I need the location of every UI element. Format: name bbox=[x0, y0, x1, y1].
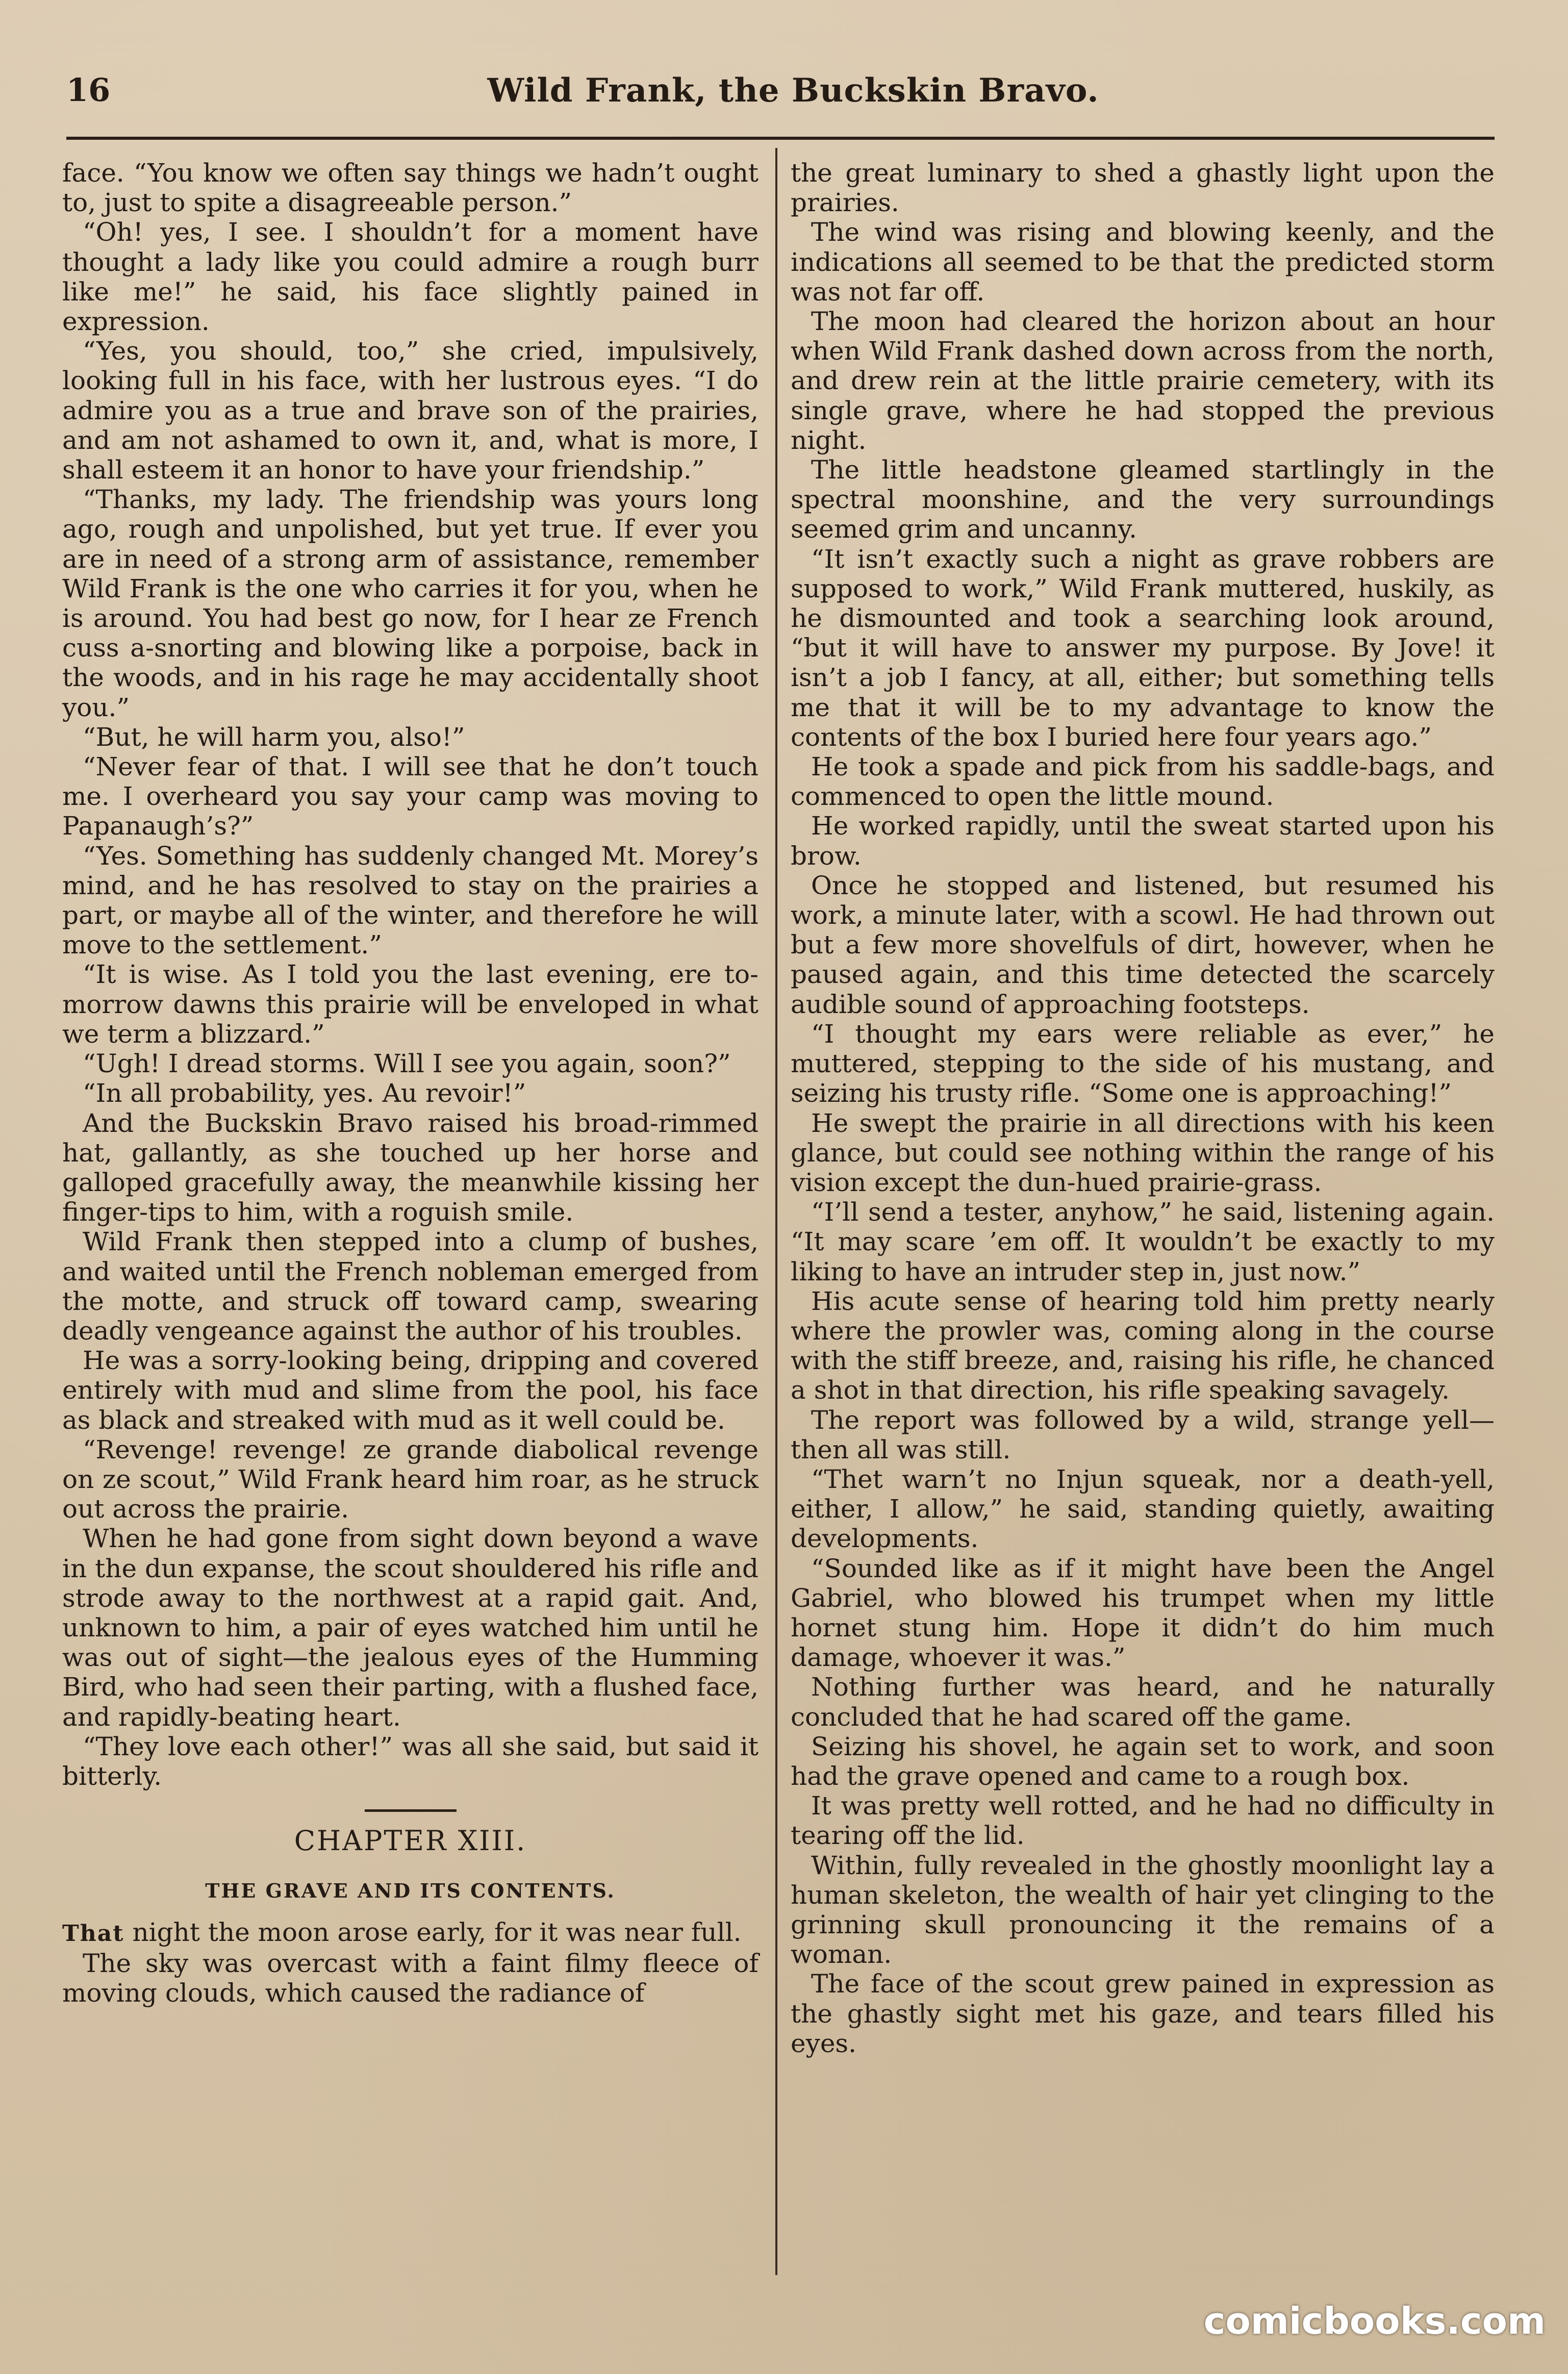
left-column bbox=[62, 158, 758, 2008]
paragraph: It was pretty well rotted, and he had no difficulty in tearing off the lid. bbox=[791, 1791, 1495, 1851]
paragraph: “It is wise. As I told you the last evening, ere to-morrow dawns this prairie will be enveloped in what we term a blizzard.” bbox=[62, 959, 758, 1049]
paragraph: “I’ll send a tester, anyhow,” he said, listening again. “It may scare ’em off. It wouldn’t be exactly to my liking to have an intruder step in, just now.” bbox=[791, 1197, 1495, 1286]
chapter-first-word: That bbox=[62, 1920, 124, 1947]
paragraph: When he had gone from sight down beyond a wave in the dun expanse, the scout shouldered his rifle and strode away to the northwest at a rapid gait. And, unknown to him, a pair of eyes watched him until he was out of sight—the jealous eyes of the Humming Bird, who had seen their parting, with a flushed face, and rapidly-beating heart. bbox=[62, 1524, 758, 1732]
chapter-subtitle: THE GRAVE AND ITS CONTENTS. bbox=[205, 1879, 616, 1903]
paragraph: He swept the prairie in all directions with his keen glance, but could see nothing within the range of his vision except the dun-hued prairie-grass. bbox=[791, 1108, 1495, 1197]
paragraph: “Yes, you should, too,” she cried, impulsively, looking full in his face, with her lustrous eyes. “I do admire you as a true and brave son of the prairies, and am not ashamed to own it, and, what is more, I shall esteem it an honor to have your friendship.” bbox=[62, 336, 758, 485]
paragraph: The face of the scout grew pained in expression as the ghastly sight met his gaze, and tears filled his eyes. bbox=[791, 1969, 1495, 2058]
paragraph: “Thet warn’t no Injun squeak, nor a death-yell, either, I allow,” he said, standing quietly, awaiting developments. bbox=[791, 1464, 1495, 1554]
paragraph: The report was followed by a wild, strange yell—then all was still. bbox=[791, 1405, 1495, 1464]
chapter-opening-text: night the moon arose early, for it was near full. bbox=[124, 1917, 742, 1947]
paragraph: He was a sorry-looking being, dripping and covered entirely with mud and slime from the pool, his face as black and streaked with mud as it well could be. bbox=[62, 1346, 758, 1435]
paragraph: His acute sense of hearing told him pretty nearly where the prowler was, coming along in the course with the stiff breeze, and, raising his rifle, he chanced a shot in that direction, his rifle speaking savagely. bbox=[791, 1286, 1495, 1405]
paragraph: “In all probability, yes. Au revoir!” bbox=[83, 1078, 526, 1108]
right-column bbox=[791, 158, 1495, 2058]
chapter-opening-paragraph bbox=[62, 1917, 758, 1949]
paragraph: The wind was rising and blowing keenly, and the indications all seemed to be that the predicted storm was not far off. bbox=[791, 217, 1495, 307]
paragraph: He took a spade and pick from his saddle-bags, and commenced to open the little mound. bbox=[791, 752, 1495, 812]
paragraph: Seizing his shovel, he again set to work, and soon had the grave opened and came to a rough box. bbox=[791, 1731, 1495, 1791]
paragraph: “But, he will harm you, also!” bbox=[83, 722, 465, 752]
paragraph: “It isn’t exactly such a night as grave robbers are supposed to work,” Wild Frank muttered, huskily, as he dismounted and took a searching look around, “but it will have to answer my purpose. By Jove! it isn’t a job I fancy, at all, either; but something tells me that it will be to my advantage to know the contents of the box I buried here four years ago.” bbox=[791, 544, 1495, 752]
paragraph: Wild Frank then stepped into a clump of bushes, and waited until the French nobleman emerged from the motte, and struck off toward camp, swearing deadly vengeance against the author of his troubles. bbox=[62, 1227, 758, 1346]
paragraph: “I thought my ears were reliable as ever,” he muttered, stepping to the side of his mustang, and seizing his trusty rifle. “Some one is approaching!” bbox=[791, 1019, 1495, 1108]
paragraph: “Thanks, my lady. The friendship was yours long ago, rough and unpolished, but yet true. If ever you are in need of a strong arm of assistance, remember Wild Frank is the one who carries it for you, when he is around. You had best go now, for I hear ze French cuss a-snorting and blowing like a porpoise, back in the woods, and in his rage he may accidentally shoot you.” bbox=[62, 485, 758, 722]
chapter-rule bbox=[365, 1809, 457, 1812]
paragraph: “Oh! yes, I see. I shouldn’t for a moment have thought a lady like you could admire a rough burr like me!” he said, his face slightly pained in expression. bbox=[62, 217, 758, 337]
paragraph: The moon had cleared the horizon about an hour when Wild Frank dashed down across from the north, and drew rein at the little prairie cemetery, with its single grave, where he had stopped the previous night. bbox=[791, 307, 1495, 455]
page-number: 16 bbox=[66, 71, 111, 109]
page-header bbox=[66, 71, 1495, 128]
chapter-title: CHAPTER XIII. bbox=[294, 1825, 527, 1857]
paragraph: “Yes. Something has suddenly changed Mt. Morey’s mind, and he has resolved to stay on the prairies a part, or maybe all of the winter, and therefore he will move to the settlement.” bbox=[62, 841, 758, 960]
paragraph: Within, fully revealed in the ghostly moonlight lay a human skeleton, the wealth of hair yet clinging to the grinning skull pronouncing it the remains of a woman. bbox=[791, 1850, 1495, 1969]
paragraph: Once he stopped and listened, but resumed his work, a minute later, with a scowl. He had thrown out but a few more shovelfuls of dirt, however, when he paused again, and this time detected the scarcely audible sound of approaching footsteps. bbox=[791, 870, 1495, 1019]
paragraph: face. “You know we often say things we hadn’t ought to, just to spite a disagreeable person.” bbox=[62, 158, 758, 218]
site-watermark: comicbooks.com bbox=[1203, 2300, 1546, 2342]
paragraph: “Never fear of that. I will see that he don’t touch me. I overheard you say your camp was moving to Papanaugh’s?” bbox=[62, 752, 758, 841]
header-rule bbox=[66, 137, 1495, 140]
paragraph: “Sounded like as if it might have been the Angel Gabriel, who blowed his trumpet when my little hornet stung him. Hope it didn’t do him much damage, whoever it was.” bbox=[791, 1553, 1495, 1673]
paragraph: He worked rapidly, until the sweat started upon his brow. bbox=[791, 811, 1495, 871]
paragraph: “Revenge! revenge! ze grande diabolical revenge on ze scout,” Wild Frank heard him roar, as he struck out across the prairie. bbox=[62, 1434, 758, 1524]
running-title: Wild Frank, the Buckskin Bravo. bbox=[487, 71, 1099, 110]
paragraph: Nothing further was heard, and he naturally concluded that he had scared off the game. bbox=[791, 1672, 1495, 1732]
paragraph: The little headstone gleamed startlingly in the spectral moonshine, and the very surroundings seemed grim and uncanny. bbox=[791, 455, 1495, 544]
paragraph: “They love each other!” was all she said, but said it bitterly. bbox=[62, 1731, 758, 1791]
paragraph: the great luminary to shed a ghastly light upon the prairies. bbox=[791, 158, 1495, 218]
paragraph: “Ugh! I dread storms. Will I see you again, soon?” bbox=[83, 1049, 731, 1079]
paragraph: And the Buckskin Bravo raised his broad-rimmed hat, gallantly, as she touched up her horse and galloped gracefully away, the meanwhile kissing her finger-tips to him, with a roguish smile. bbox=[62, 1108, 758, 1227]
paragraph: The sky was overcast with a faint filmy fleece of moving clouds, which caused the radiance of bbox=[62, 1948, 758, 2008]
column-divider bbox=[775, 148, 777, 2275]
